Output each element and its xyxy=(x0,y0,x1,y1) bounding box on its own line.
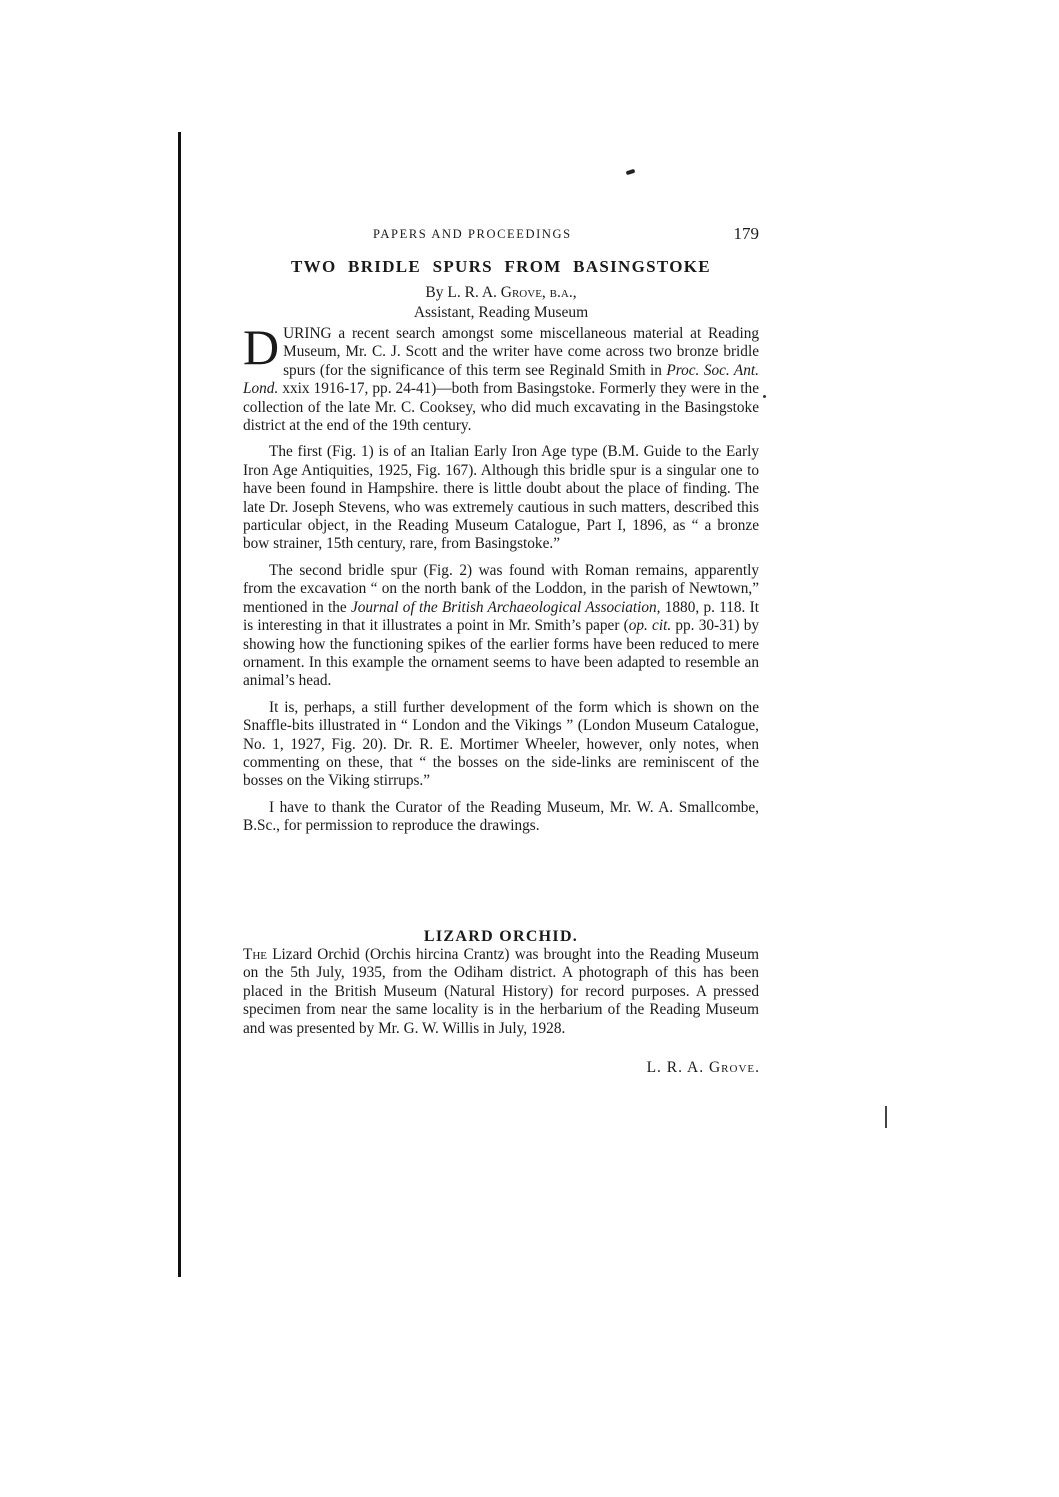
citation-italic: Proc. Soc. Ant. Lond. xyxy=(243,361,760,398)
ink-dot xyxy=(763,395,766,398)
signature-initials: L. R. A. xyxy=(646,1059,709,1076)
section-paragraph xyxy=(243,946,759,1038)
signature xyxy=(560,1059,760,1077)
drop-cap: D xyxy=(243,319,280,375)
margin-mark xyxy=(885,1106,887,1128)
paragraph-1 xyxy=(243,319,760,435)
page-number: 179 xyxy=(733,224,759,243)
paragraph-1-text-a: URING a recent search amongst some miscellaneous material at Reading Museum, Mr. C. J. Scott and the writer have come across two bronze bridle spurs (for the significance of this term see Reginald Smith in xyxy=(283,325,759,379)
running-head-title: PAPERS AND PROCEEDINGS xyxy=(373,227,572,241)
author-degree: , b.a., xyxy=(541,284,577,301)
article-body xyxy=(243,319,760,844)
signature-surname: Grove. xyxy=(708,1059,760,1076)
ink-mark xyxy=(626,169,636,176)
paragraph-5: I have to thank the Curator of the Reading Museum, Mr. W. A. Smallcombe, B.Sc., for permission to reproduce the drawings. xyxy=(243,798,759,835)
byline xyxy=(243,283,759,323)
author-line xyxy=(243,283,759,303)
op-cit-italic: op. cit. xyxy=(628,617,672,635)
author-affiliation: Assistant, Reading Museum xyxy=(413,304,589,321)
section-title: LIZARD ORCHID. xyxy=(423,928,579,945)
article-title: TWO BRIDLE SPURS FROM BASINGSTOKE xyxy=(291,257,711,276)
section-body xyxy=(243,946,759,1038)
author-surname: Grove xyxy=(500,284,542,301)
section-lead-word: The xyxy=(243,946,268,963)
paragraph-4: It is, perhaps, a still further development of the form which is shown on the Snaffle-bits illustrated in “ London and the Vikings ” (London Museum Catalogue, No. 1, 1927, Fig. 20). Dr. R. E. Mortimer Wheeler, however, only notes, when commenting on these, that “ the bosses on the side-links are reminiscent of the bosses on the Viking stirrups.” xyxy=(243,698,759,790)
paragraph-2: The first (Fig. 1) is of an Italian Early Iron Age type (B.M. Guide to the Early Iron Age Antiquities, 1925, Fig. 167). Although this bridle spur is a singular one to have been found in Hampshire. there is little doubt about the place of finding. The late Dr. Joseph Stevens, who was extremely cautious in such matters, described this particular object, in the Reading Museum Catalogue, Part I, 1896, as “ a bronze bow strainer, 15th century, rare, from Basingstoke.” xyxy=(243,443,759,553)
byline-prefix: By L. R. A. xyxy=(425,284,501,301)
paragraph-3 xyxy=(243,562,759,691)
running-head xyxy=(243,224,759,249)
paragraph-3-text-c: pp. 30-31) by showing how the functioning spikes of the earlier forms have been reduced to mere ornament. In this example the ornament seems to have been adapted to resemble an animal’s head. xyxy=(243,617,759,690)
journal-title-italic: Journal of the British Archaeological Association, xyxy=(350,598,661,616)
paragraph-3-text-a: The second bridle spur (Fig. 2) was found with Roman remains, apparently from the excavation “ on the north bank of the Loddon, in the parish of Newtown,” mentioned in the xyxy=(243,561,759,616)
section-paragraph-text: Lizard Orchid (Orchis hircina Crantz) was brought into the Reading Museum on the 5th July, 1935, from the Odiham district. A photograph of this has been placed in the British Museum (Natural History) for record purposes. A pressed specimen from near the same locality is in the herbarium of the Reading Museum and was presented by Mr. G. W. Willis in July, 1928. xyxy=(243,946,759,1037)
paragraph-1-text-b: xxix 1916-17, pp. 24-41)—both from Basingstoke. Formerly they were in the collection of the late Mr. C. Cooksey, who did much excavating in the Basingstoke district at the end of the 19th century. xyxy=(243,380,759,435)
binding-edge-line xyxy=(178,132,181,1277)
paragraph-3-text-b: 1880, p. 118. It is interesting in that it illustrates a point in Mr. Smith’s paper ( xyxy=(243,598,759,635)
